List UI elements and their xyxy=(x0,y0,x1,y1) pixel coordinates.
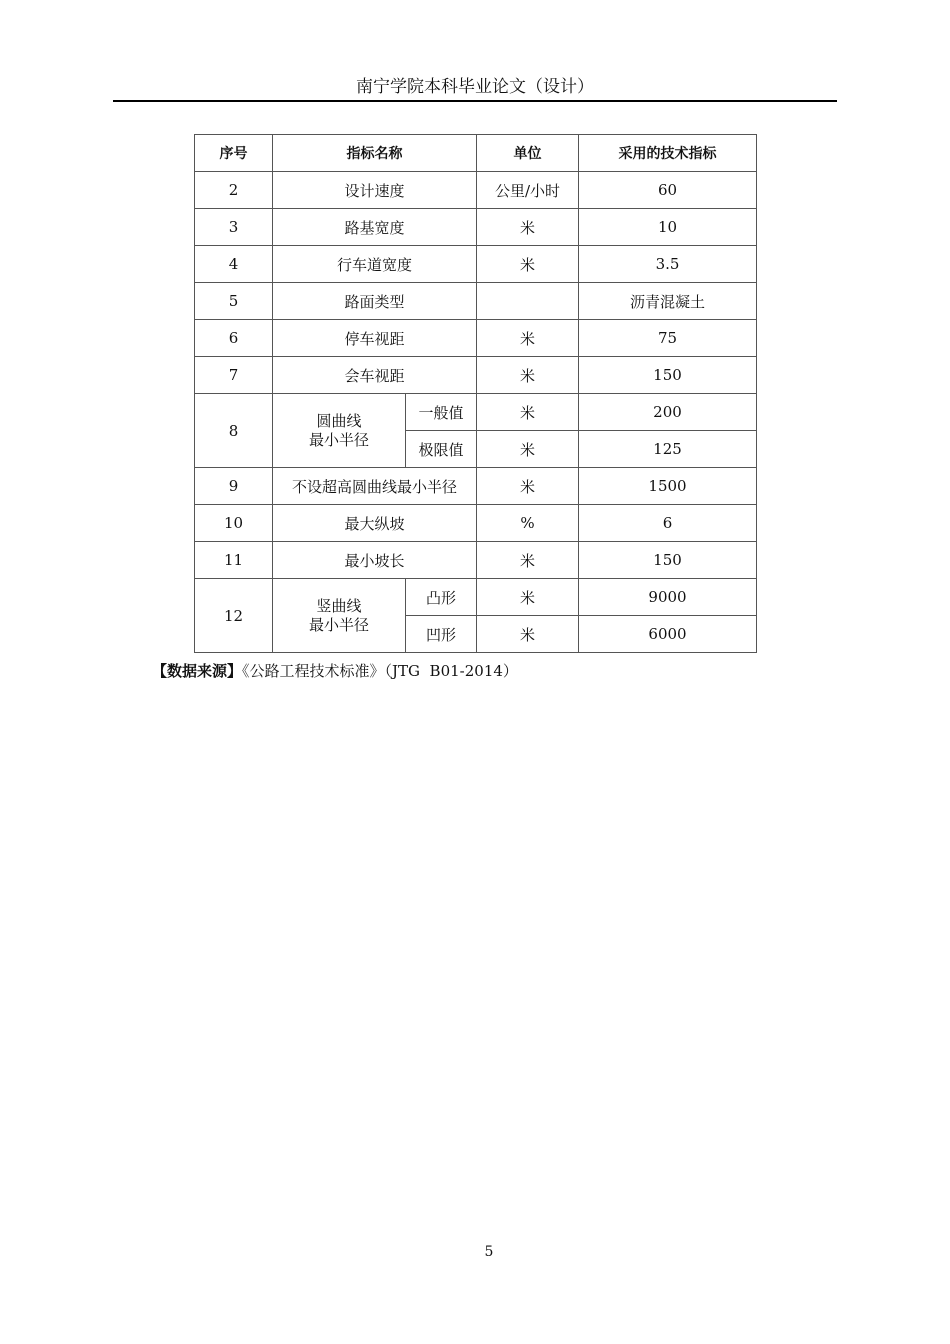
table-header-row xyxy=(195,135,757,172)
table-row xyxy=(195,320,757,357)
cell-subname: 一般值 xyxy=(406,394,477,431)
cell-name: 停车视距 xyxy=(273,320,477,357)
cell-value: 沥青混凝土 xyxy=(579,283,757,320)
cell-unit: 米 xyxy=(477,468,579,505)
page-header-title: 南宁学院本科毕业论文（设计） xyxy=(356,77,594,97)
cell-value: 75 xyxy=(579,320,757,357)
cell-value: 200 xyxy=(579,394,757,431)
cell-unit: 公里/小时 xyxy=(477,172,579,209)
cell-unit: 米 xyxy=(477,357,579,394)
cell-seq: 11 xyxy=(195,542,273,579)
cell-seq: 12 xyxy=(195,579,273,653)
cell-seq: 5 xyxy=(195,283,273,320)
cell-seq: 6 xyxy=(195,320,273,357)
header-unit: 单位 xyxy=(477,135,579,172)
cell-name-circular-curve xyxy=(273,394,406,468)
table-row xyxy=(195,394,757,431)
cell-value: 9000 xyxy=(579,579,757,616)
cell-name: 设计速度 xyxy=(273,172,477,209)
cell-seq: 4 xyxy=(195,246,273,283)
cell-value: 6000 xyxy=(579,616,757,653)
table-row xyxy=(195,283,757,320)
cell-subname: 凹形 xyxy=(406,616,477,653)
cell-unit: 米 xyxy=(477,320,579,357)
cell-name-line2: 最小半径 xyxy=(308,430,369,449)
cell-seq: 10 xyxy=(195,505,273,542)
table-row xyxy=(195,542,757,579)
cell-unit: 米 xyxy=(477,209,579,246)
cell-unit: 米 xyxy=(477,542,579,579)
cell-seq: 3 xyxy=(195,209,273,246)
cell-unit: 米 xyxy=(477,431,579,468)
table-row xyxy=(195,579,757,616)
table-row xyxy=(195,468,757,505)
cell-subname: 凸形 xyxy=(406,579,477,616)
cell-name: 行车道宽度 xyxy=(273,246,477,283)
cell-value: 1500 xyxy=(579,468,757,505)
cell-value: 60 xyxy=(579,172,757,209)
cell-seq: 8 xyxy=(195,394,273,468)
header-rule xyxy=(113,100,837,102)
cell-name-vertical-curve xyxy=(273,579,406,653)
header-value: 采用的技术指标 xyxy=(579,135,757,172)
cell-unit: 米 xyxy=(477,616,579,653)
table-row xyxy=(195,209,757,246)
cell-value: 150 xyxy=(579,542,757,579)
cell-name: 最小坡长 xyxy=(273,542,477,579)
cell-name-line1: 圆曲线 xyxy=(316,411,362,430)
cell-unit: 米 xyxy=(477,394,579,431)
cell-seq: 7 xyxy=(195,357,273,394)
cell-value: 10 xyxy=(579,209,757,246)
page-number: 5 xyxy=(484,1244,494,1260)
data-source-note xyxy=(152,661,518,681)
data-source-label: 【数据来源】 xyxy=(152,662,243,680)
cell-name-line2: 最小半径 xyxy=(308,615,369,634)
cell-seq: 2 xyxy=(195,172,273,209)
cell-unit xyxy=(477,283,579,320)
cell-value: 150 xyxy=(579,357,757,394)
data-source-text: 《公路工程技术标准》（JTG B01-2014） xyxy=(242,662,518,680)
cell-name-line1: 竖曲线 xyxy=(316,596,362,615)
cell-unit: 米 xyxy=(477,246,579,283)
cell-name: 不设超高圆曲线最小半径 xyxy=(273,468,477,505)
table-row xyxy=(195,246,757,283)
cell-unit: 米 xyxy=(477,579,579,616)
cell-value: 6 xyxy=(579,505,757,542)
cell-name: 路基宽度 xyxy=(273,209,477,246)
table-row xyxy=(195,505,757,542)
cell-unit: % xyxy=(477,505,579,542)
technical-spec-table xyxy=(194,134,757,653)
cell-name: 会车视距 xyxy=(273,357,477,394)
cell-name: 路面类型 xyxy=(273,283,477,320)
cell-value: 3.5 xyxy=(579,246,757,283)
cell-seq: 9 xyxy=(195,468,273,505)
header-seq: 序号 xyxy=(195,135,273,172)
cell-value: 125 xyxy=(579,431,757,468)
cell-name: 最大纵坡 xyxy=(273,505,477,542)
cell-subname: 极限值 xyxy=(406,431,477,468)
table-row xyxy=(195,357,757,394)
header-name: 指标名称 xyxy=(273,135,477,172)
table-row xyxy=(195,172,757,209)
